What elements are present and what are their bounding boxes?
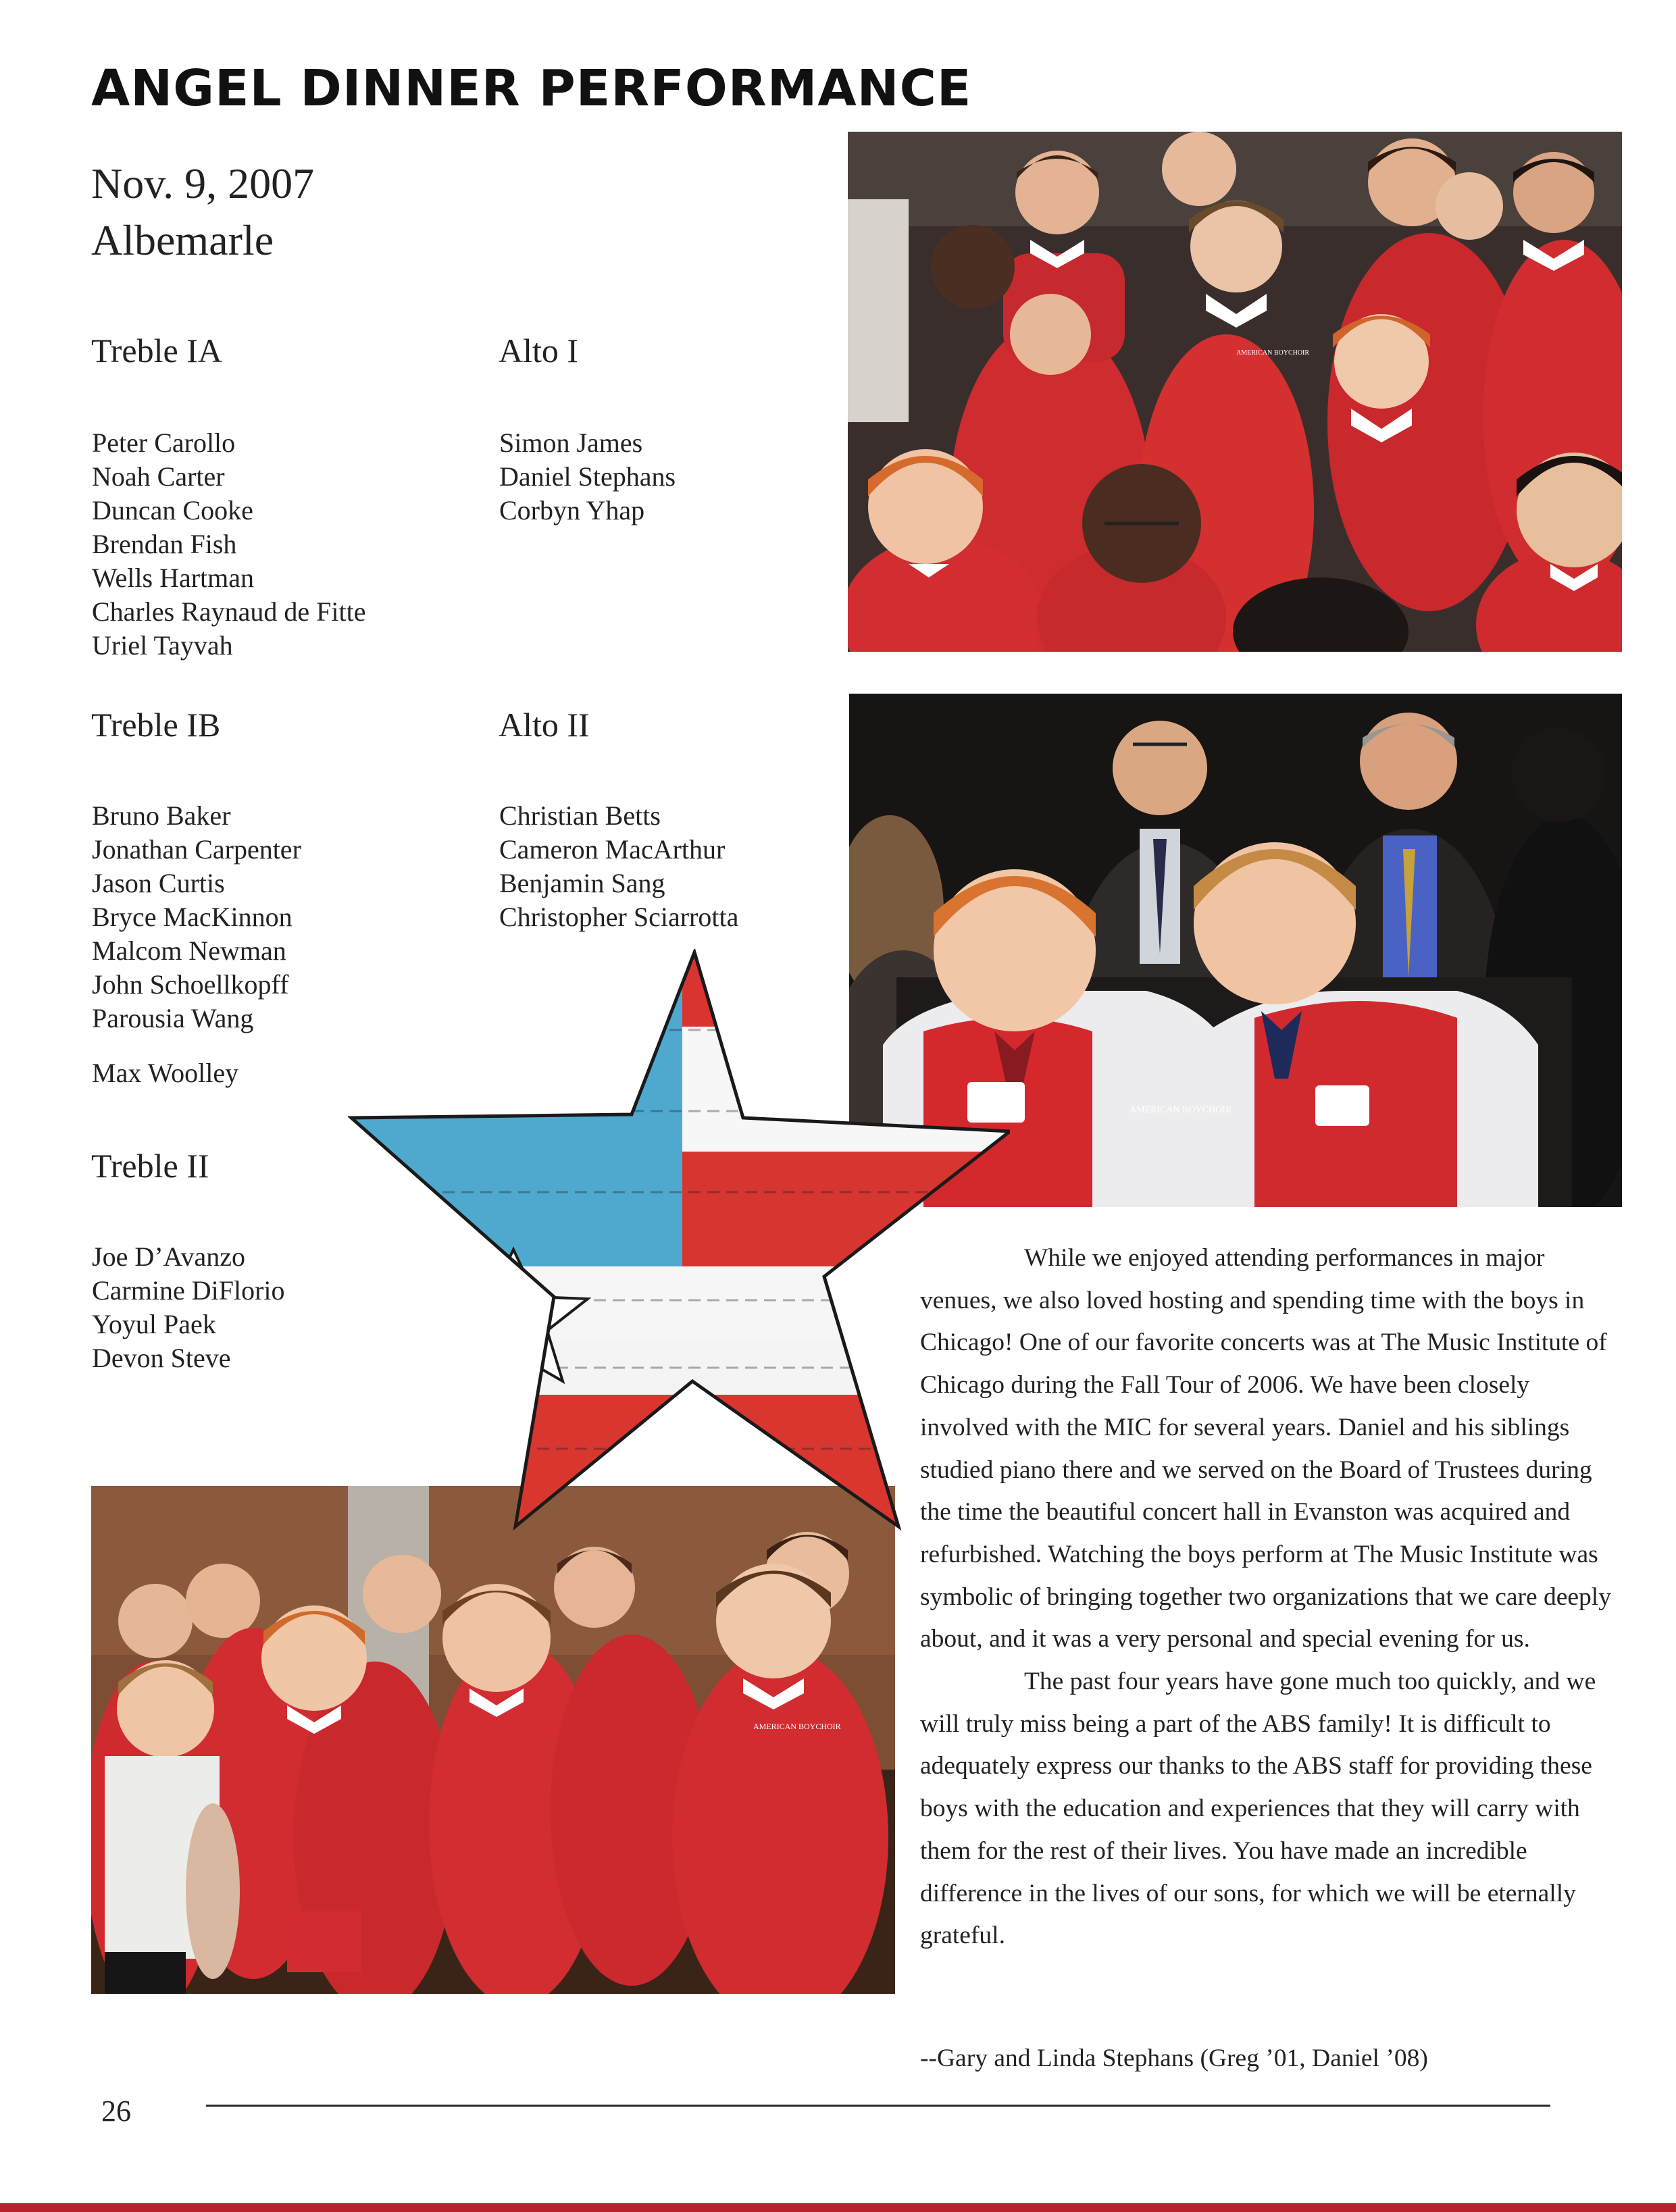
section-heading-treble-ib: Treble IB (91, 706, 221, 744)
name-list-treble-ib (92, 799, 301, 1035)
name-list-treble-ia (92, 426, 365, 663)
letter-body (920, 1237, 1623, 1957)
event-venue: Albemarle (91, 216, 274, 264)
section-heading-alto-i: Alto I (499, 332, 579, 369)
singer-name: Wells Hartman (92, 563, 255, 593)
singer-name-extra: Max Woolley (92, 1058, 239, 1088)
section-heading-treble-ii: Treble II (91, 1147, 209, 1185)
name-list-alto-ii (499, 799, 738, 934)
section-heading-alto-ii: Alto II (499, 706, 590, 744)
singer-name: Daniel Stephans (499, 461, 676, 492)
singer-name: Noah Carter (92, 461, 225, 492)
singer-name: Simon James (499, 428, 643, 458)
singer-name: Brendan Fish (92, 529, 237, 559)
singer-name: Christopher Sciarrotta (499, 902, 739, 932)
letter-paragraph: The past four years have gone much too quickly, and we will truly miss being a part of the ABS family! It is difficult to adequately express our thanks to the ABS staff for providing these boys with the education and experiences that they will carry with them for the rest of their lives. You have made an incredible difference in the lives of our sons, for which we will be eternally grateful. (920, 1668, 1596, 1950)
singer-name: Bruno Baker (92, 800, 231, 831)
sweater-logo-text: AMERICAN BOYCHOIR (753, 1722, 841, 1731)
singer-name: Peter Carollo (92, 428, 236, 458)
letter-signature: --Gary and Linda Stephans (Greg ’01, Daniel ’08) (920, 2044, 1428, 2072)
singer-name: Parousia Wang (92, 1003, 254, 1033)
singer-name: Benjamin Sang (499, 868, 665, 898)
singer-name: Carmine DiFlorio (92, 1275, 285, 1306)
group-photo-top (848, 132, 1622, 652)
singer-name: Christian Betts (499, 800, 661, 831)
singer-name: Bryce MacKinnon (92, 902, 293, 932)
singer-name: Corbyn Yhap (499, 495, 645, 525)
singer-name: Jonathan Carpenter (92, 834, 301, 865)
singer-name: Yoyul Paek (92, 1309, 216, 1339)
sweater-logo-text: AMERICAN BOYCHOIR (1129, 1105, 1232, 1115)
patriotic-star-graphic (348, 949, 1010, 1537)
page-number: 26 (101, 2094, 131, 2128)
singer-name: Duncan Cooke (92, 495, 253, 525)
singer-name: Jason Curtis (92, 868, 225, 898)
singer-name: Malcom Newman (92, 935, 286, 966)
group-photo-bottom (91, 1486, 895, 1994)
singer-name: John Schoellkopff (92, 969, 289, 1000)
name-list-treble-ii (92, 1240, 285, 1375)
singer-name: Joe D’Avanzo (92, 1241, 245, 1272)
singer-name: Charles Raynaud de Fitte (92, 596, 366, 627)
sweater-logo-text: AMERICAN BOYCHOIR (1236, 349, 1310, 357)
footer-divider (206, 2105, 1550, 2107)
singer-name: Devon Steve (92, 1343, 231, 1373)
section-heading-treble-ia: Treble IA (91, 332, 222, 369)
letter-paragraph: While we enjoyed attending performances in major venues, we also loved hosting and spending time with the boys in Chicago! One of our favorite concerts was at The Music Institute of Chicago during the Fall Tour of 2006. We have been closely involved with the MIC for several years. Daniel and his siblings studied piano there and we served on the Board of Trustees during the time the beautiful concert hall in Evanston was acquired and refurbished. Watching the boys perform at The Music Institute was symbolic of bringing together two organizations that we care deeply about, and it was a very personal and special evening for us. (920, 1244, 1611, 1653)
page-edge-band (0, 2203, 1676, 2212)
event-date: Nov. 9, 2007 (91, 159, 315, 207)
singer-name: Cameron MacArthur (499, 834, 726, 865)
name-list-alto-i (499, 426, 676, 528)
page-title: ANGEL DINNER PERFORMANCE (91, 59, 972, 118)
singer-name: Uriel Tayvah (92, 630, 233, 661)
